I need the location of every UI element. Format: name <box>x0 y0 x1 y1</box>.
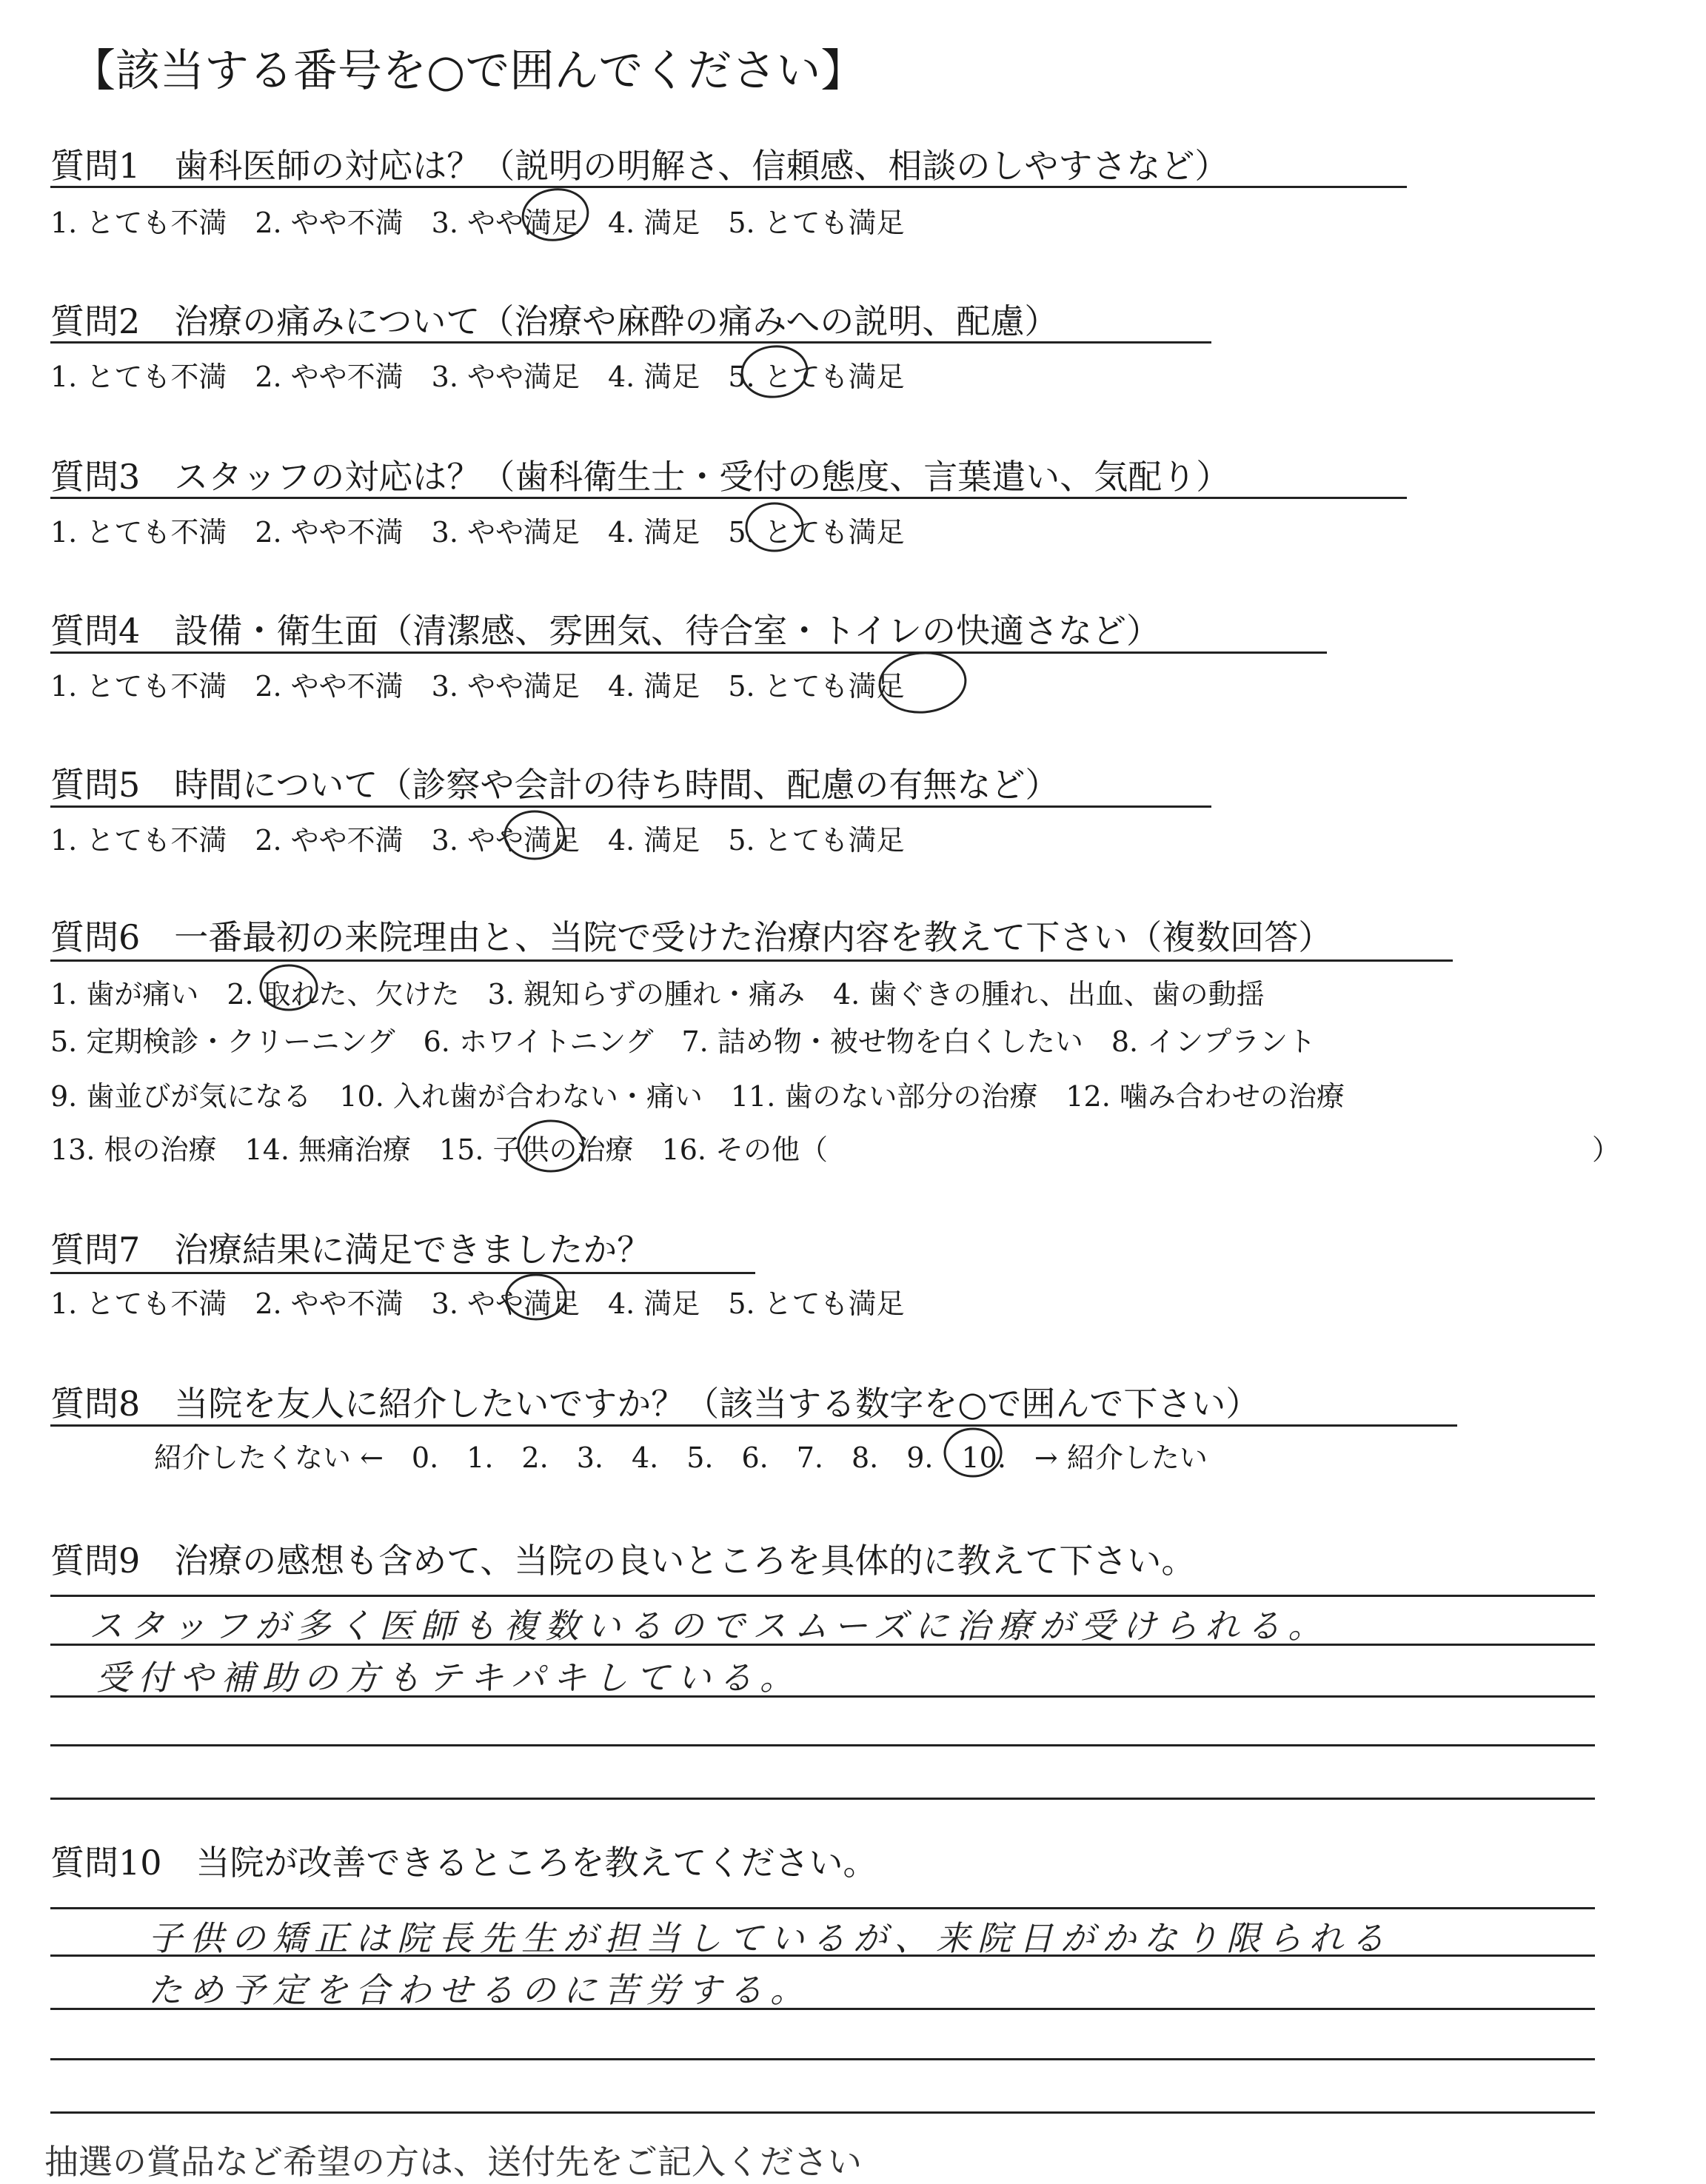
answer-line <box>50 1798 1595 1800</box>
footer-partial-text: 抽選の賞品など希望の方は、送付先をご記入ください <box>44 2142 862 2182</box>
question-3-underline <box>50 497 1407 499</box>
question-10-answer-line-1: 子供の矯正は院長先生が担当しているが、来院日がかなり限られる <box>148 1918 1392 1958</box>
question-7-options[interactable]: 1. とても不満 2. やや不満 3. やや満足 4. 満足 5. とても満足 <box>50 1287 905 1320</box>
question-9-answer-line-1: スタッフが多く医師も複数いるのでスムーズに治療が受けられる。 <box>89 1606 1330 1646</box>
question-1-options[interactable]: 1. とても不満 2. やや不満 3. やや満足 4. 満足 5. とても満足 <box>50 207 905 239</box>
question-6-other-close: ） <box>1592 1133 1621 1166</box>
question-2-underline <box>50 341 1211 344</box>
question-4-options[interactable]: 1. とても不満 2. やや不満 3. やや満足 4. 満足 5. とても満足 <box>50 670 905 703</box>
question-1: 質問1 歯科医師の対応は？（説明の明解さ、信頼感、相談のしやすさなど） <box>50 146 1229 186</box>
question-7: 質問7 治療結果に満足できましたか？ <box>50 1230 652 1270</box>
question-6-options-line-2[interactable]: 5. 定期検診・クリーニング 6. ホワイトニング 7. 詰め物・被せ物を白くしたい 8. インプラント <box>50 1025 1317 1058</box>
question-6-underline <box>50 959 1453 962</box>
question-4: 質問4 設備・衛生面（清潔感、雰囲気、待合室・トイレの快適さなど） <box>50 611 1160 651</box>
question-9: 質問9 治療の感想も含めて、当院の良いところを具体的に教えて下さい。 <box>50 1541 1196 1581</box>
answer-line <box>50 1595 1595 1597</box>
question-6-options-line-3[interactable]: 9. 歯並びが気になる 10. 入れ歯が合わない・痛い 11. 歯のない部分の治療 12. 噛み合わせの治療 <box>50 1080 1345 1113</box>
question-10: 質問10 当院が改善できるところを教えてください。 <box>50 1843 877 1883</box>
answer-line <box>50 1744 1595 1746</box>
question-6-options-line-1[interactable]: 1. 歯が痛い 2. 取れた、欠けた 3. 親知らずの腫れ・痛み 4. 歯ぐきの腫れ、出血、歯の動揺 <box>50 978 1265 1011</box>
question-8: 質問8 当院を友人に紹介したいですか？（該当する数字を○で囲んで下さい） <box>50 1384 1260 1424</box>
question-2: 質問2 治療の痛みについて（治療や麻酔の痛みへの説明、配慮） <box>50 301 1059 341</box>
question-6-options-line-4[interactable]: 13. 根の治療 14. 無痛治療 15. 子供の治療 16. その他（ <box>50 1133 829 1166</box>
answer-line <box>50 1907 1595 1909</box>
question-8-underline <box>50 1424 1457 1427</box>
question-10-answer-line-2: ため予定を合わせるのに苦労する。 <box>148 1970 812 2010</box>
page-title: 【該当する番号を○で囲んでください】 <box>71 45 866 97</box>
question-1-underline <box>50 186 1407 188</box>
question-5-underline <box>50 805 1211 808</box>
answer-line <box>50 2111 1595 2114</box>
question-2-options[interactable]: 1. とても不満 2. やや不満 3. やや満足 4. 満足 5. とても満足 <box>50 361 905 393</box>
question-3-options[interactable]: 1. とても不満 2. やや不満 3. やや満足 4. 満足 5. とても満足 <box>50 516 905 549</box>
question-7-underline <box>50 1272 755 1274</box>
question-5-options[interactable]: 1. とても不満 2. やや不満 3. やや満足 4. 満足 5. とても満足 <box>50 824 905 857</box>
question-5: 質問5 時間について（診察や会計の待ち時間、配慮の有無など） <box>50 765 1060 805</box>
question-4-underline <box>50 651 1327 654</box>
answer-line <box>50 2058 1595 2060</box>
question-9-answer-line-2: 受付や補助の方もテキパキしている。 <box>96 1658 801 1698</box>
question-3: 質問3 スタッフの対応は？（歯科衛生士・受付の態度、言葉遣い、気配り） <box>50 457 1231 497</box>
question-6: 質問6 一番最初の来院理由と、当院で受けた治療内容を教えて下さい（複数回答） <box>50 917 1333 957</box>
question-8-scale[interactable]: 紹介したくない ← 0. 1. 2. 3. 4. 5. 6. 7. 8. 9. 10. → 紹介したい <box>154 1441 1208 1474</box>
